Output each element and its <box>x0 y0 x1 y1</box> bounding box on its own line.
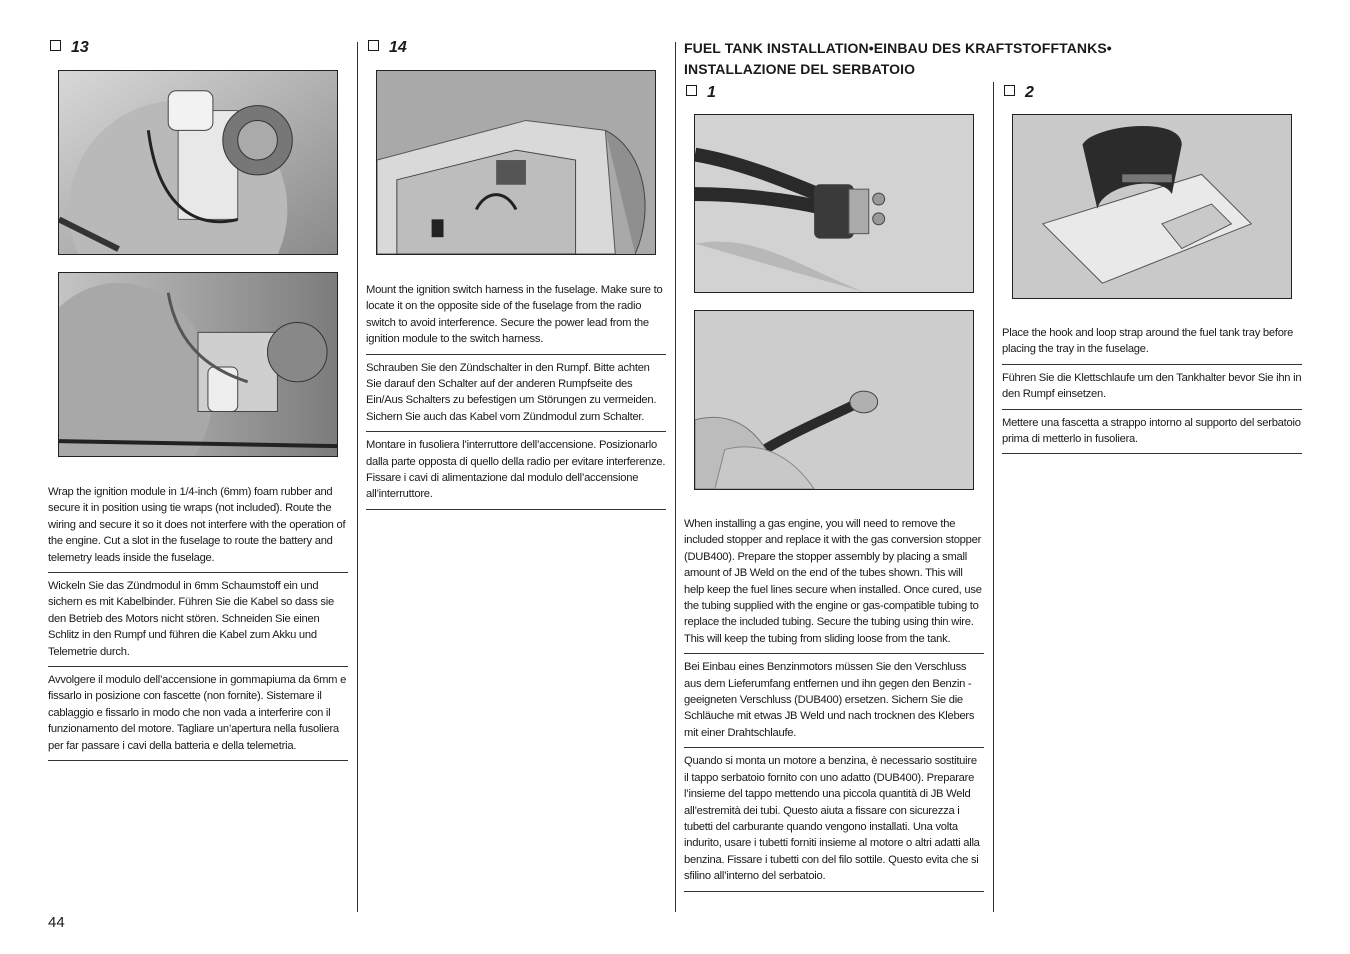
checkbox-icon <box>1004 85 1015 96</box>
paragraph-de: Schrauben Sie den Zündschalter in den Rumpf. Bitte achten Sie darauf den Schalter auf der anderen Rumpfseite des Ein/Aus Schalters zu befestigen um Störungen zu vermeiden. Sichern Sie auch das Kabel vom Zündmodul zum Schalter. <box>366 360 666 433</box>
paragraph-en: When installing a gas engine, you will need to remove the included stopper and replace it with the gas conversion stopper (DUB400). Prepare the stopper assembly by placing a small amount of JB Weld on the end of the tubes shown. This will help keep the fuel lines secure when installed. Once cured, use the tubing supplied with the engine or gas-compatible tubing to replace the included tubing. Secure the tubing using thin wire. This will keep the tubing from sliding loose from the tank. <box>684 516 984 654</box>
photo-gas-stopper-assembly <box>694 114 974 293</box>
section-heading-line1: FUEL TANK INSTALLATION•EINBAU DES KRAFTSTOFFTANKS• <box>684 40 1112 56</box>
column-divider <box>993 82 994 912</box>
paragraph-it: Quando si monta un motore a benzina, è necessario sostituire il tappo serbatoio fornito con uno adatto (DUB400). Preparare l’insieme del tappo mettendo una piccola quantità di JB Weld all’estremità dei tubi. Questo aiuta a fissare con sicurezza i tubetti del carburante quando vengono installati. Una volta indurito, usare i tubetti forniti insieme al motore o altri adatti alla benzina. Fissare i tubetti con del filo sottile. Questo evita che si sfilino all’interno del serbatoio. <box>684 753 984 891</box>
paragraph-it: Montare in fusoliera l’interruttore dell’accensione. Posizionarlo dalla parte opposta di quello della radio per evitare interferenze. Fissare i cavi di alimentazione dal modulo dell’accensione all’interruttore. <box>366 437 666 510</box>
column-divider <box>675 42 676 912</box>
column-3-text <box>684 516 984 897</box>
section-heading <box>684 38 1304 80</box>
photo-engine-ignition-module-top <box>58 70 338 255</box>
step-2-label: 2 <box>1004 84 1034 102</box>
section-heading-line2: INSTALLAZIONE DEL SERBATOIO <box>684 61 916 77</box>
step-14-label: 14 <box>368 39 407 57</box>
column-1-text <box>48 484 348 766</box>
checkbox-icon <box>50 40 61 51</box>
checkbox-icon <box>368 40 379 51</box>
paragraph-de: Führen Sie die Klettschlaufe um den Tankhalter bevor Sie ihn in den Rumpf einsetzen. <box>1002 370 1302 410</box>
column-2-text <box>366 282 666 515</box>
paragraph-it: Mettere una fascetta a strappo intorno al supporto del serbatoio prima di metterlo in fusoliera. <box>1002 415 1302 455</box>
column-4-text <box>1002 325 1302 459</box>
paragraph-en: Place the hook and loop strap around the fuel tank tray before placing the tray in the fuselage. <box>1002 325 1302 365</box>
photo-fuel-tank-tray-strap <box>1012 114 1292 299</box>
column-divider <box>357 42 358 912</box>
step-1-label: 1 <box>686 84 716 102</box>
paragraph-en: Mount the ignition switch harness in the fuselage. Make sure to locate it on the opposite side of the fuselage from the radio switch to avoid interference. Secure the power lead from the ignition module to the switch harness. <box>366 282 666 355</box>
photo-fuselage-switch-harness <box>376 70 656 255</box>
photo-engine-ignition-module-bottom <box>58 272 338 457</box>
photo-tubing-end <box>694 310 974 490</box>
paragraph-de: Wickeln Sie das Zündmodul in 6mm Schaumstoff ein und sichern es mit Kabelbinder. Führen Sie die Kabel so dass sie den Betrieb des Motors nicht stören. Schneiden Sie einen Schlitz in den Rumpf und führen die Kabel zum Akku und Telemetrie durch. <box>48 578 348 667</box>
step-13-label: 13 <box>50 39 89 57</box>
paragraph-de: Bei Einbau eines Benzinmotors müssen Sie den Verschluss aus dem Lieferumfang entfernen und ihn gegen den Benzin - geeigneten Verschluss (DUB400) ersetzen. Sichern Sie die Schläuche mit etwas JB Weld und nach trocknen des Klebers mit einer Drahtschlaufe. <box>684 659 984 748</box>
paragraph-it: Avvolgere il modulo dell’accensione in gommapiuma da 6mm e fissarlo in posizione con fascette (non fornite). Sistemare il cablaggio e fissarlo in modo che non vada a interferire con il funzionamento del motore. Tagliare un’apertura nella fusoliera per far passare i cavi della batteria e della telemetria. <box>48 672 348 761</box>
checkbox-icon <box>686 85 697 96</box>
paragraph-en: Wrap the ignition module in 1/4-inch (6mm) foam rubber and secure it in position using tie wraps (not included). Route the wiring and secure it so it does not interfere with the operation of the engine. Cut a slot in the fuselage to route the battery and telemetry leads inside the fuselage. <box>48 484 348 573</box>
page-number: 44 <box>48 914 65 931</box>
